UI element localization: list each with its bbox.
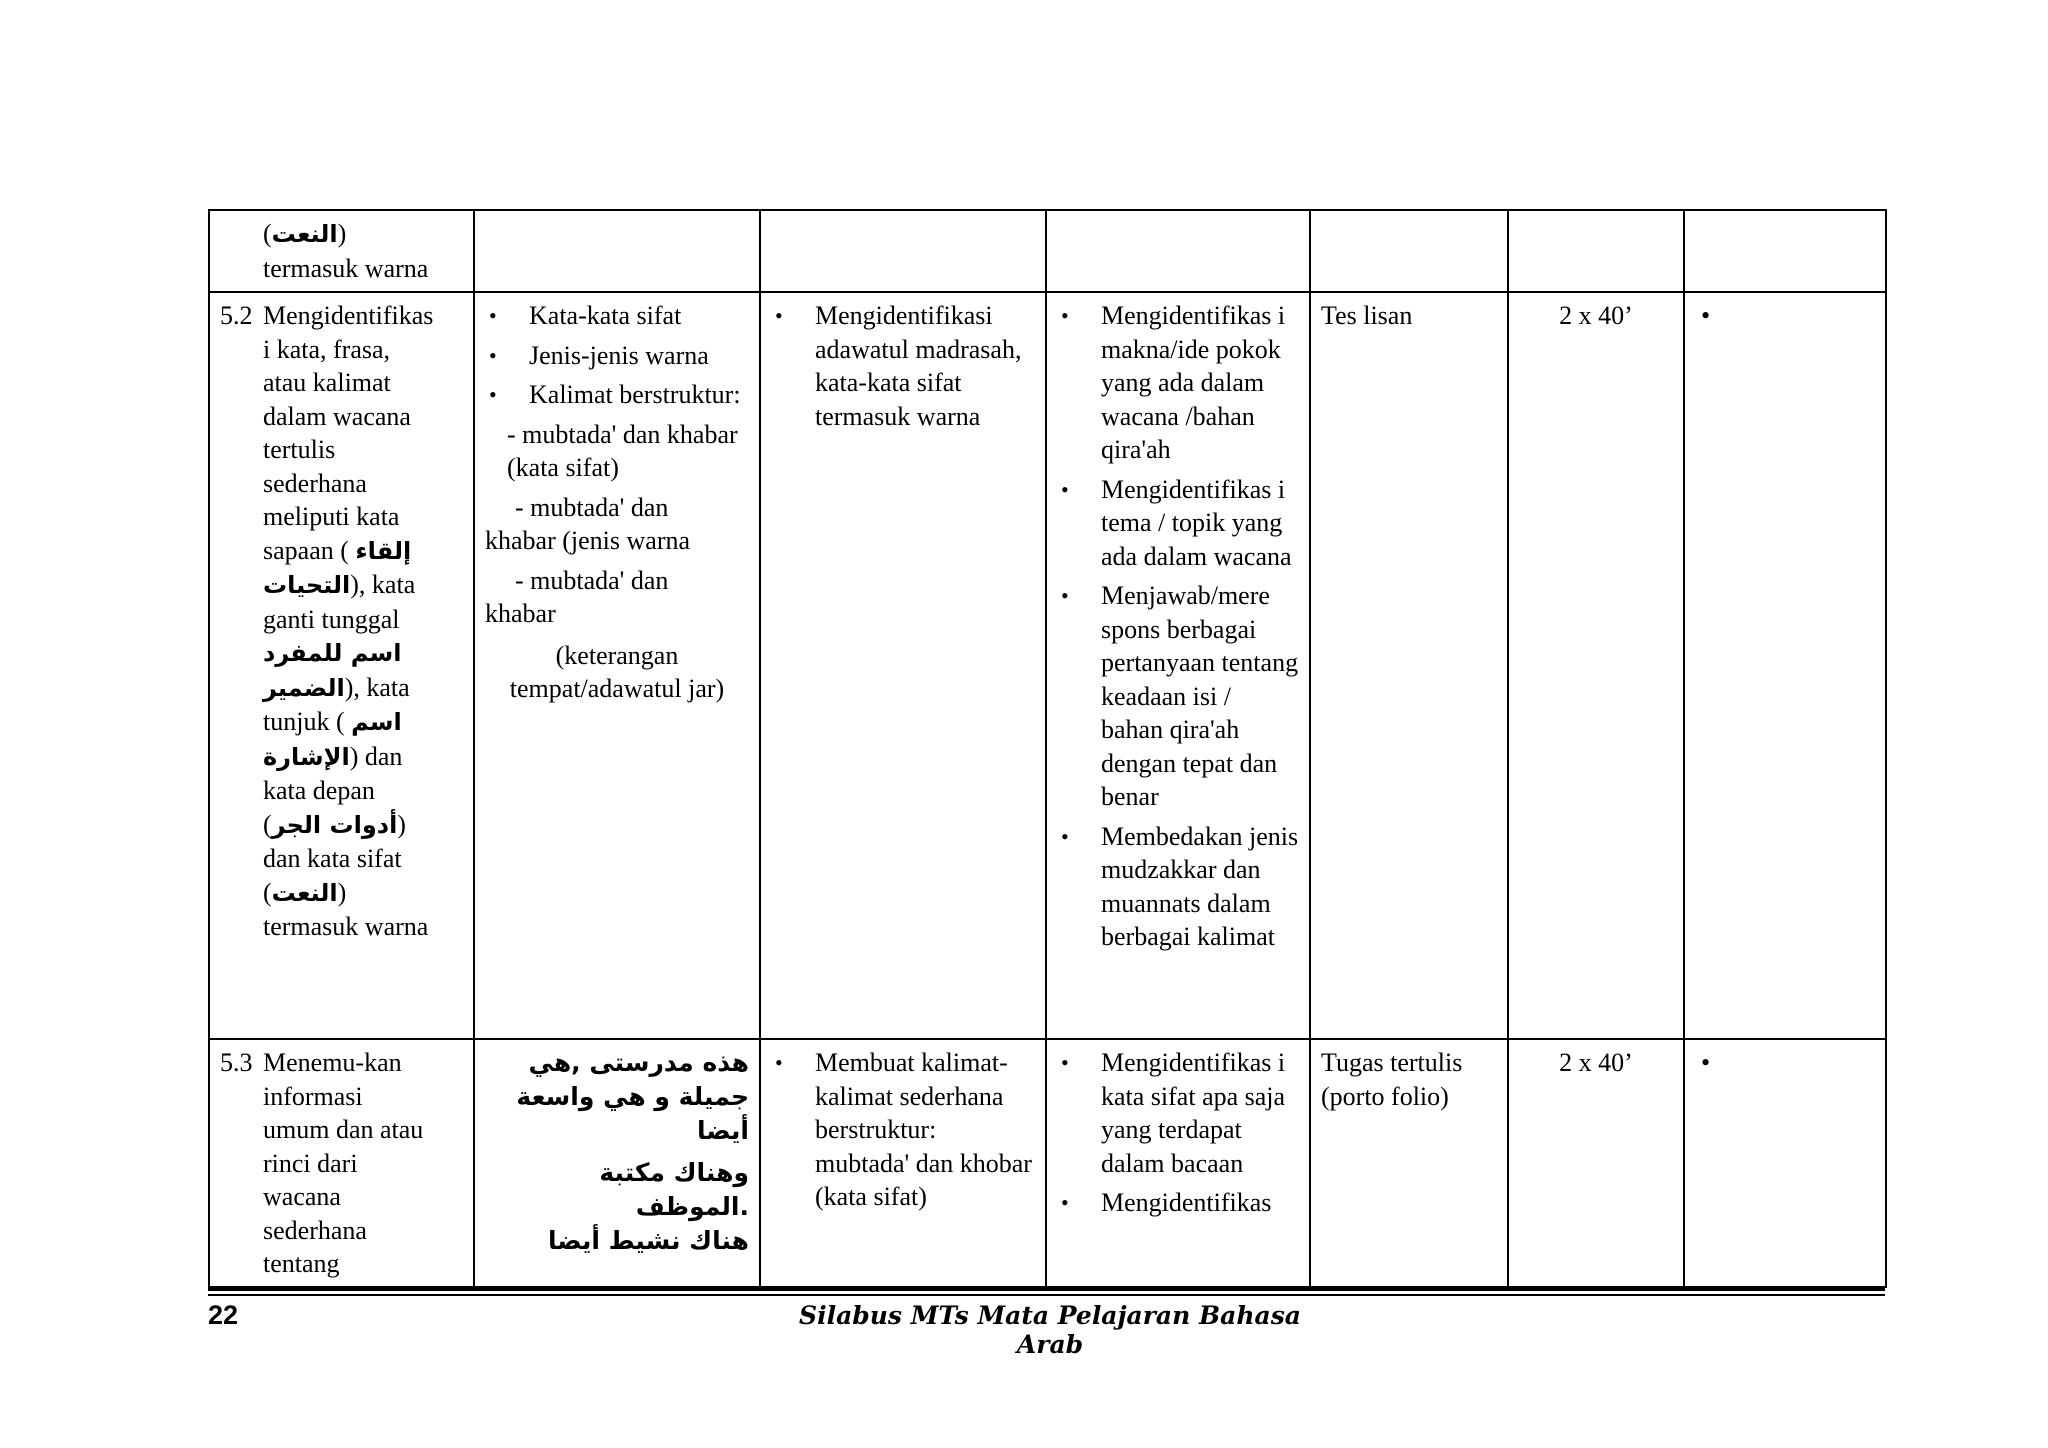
kd-line bbox=[263, 910, 463, 944]
kd-line bbox=[263, 400, 463, 434]
penilaian-text: Tes lisan bbox=[1321, 301, 1413, 330]
kd-text-segment: ) dan bbox=[349, 741, 403, 771]
kd-text-segment: meliputi kata bbox=[263, 502, 400, 531]
table-row bbox=[209, 210, 1886, 292]
list-item: • Mengidentifikas bbox=[1057, 1186, 1299, 1220]
kd-text-segment: sederhana bbox=[263, 468, 367, 498]
kompetensi-dasar-cell: (النعت) termasuk warna bbox=[209, 210, 474, 292]
sumber-cell bbox=[1684, 292, 1886, 1039]
kd-text-segment: ), kata bbox=[350, 570, 416, 599]
sumber-bullet: • bbox=[1701, 1048, 1711, 1077]
waktu-text: 2 x 40’ bbox=[1559, 1048, 1633, 1077]
kd-line: umum dan atau bbox=[263, 1115, 424, 1144]
arabic-term: النعت bbox=[271, 878, 338, 907]
penilaian-cell bbox=[1310, 1039, 1508, 1287]
list-item: • Membedakan jenis mudzakkar dan muannats dalam berbagai kalimat bbox=[1057, 820, 1299, 954]
sumber-bullet: • bbox=[1701, 301, 1711, 330]
list-item: • Mengidentifikas i kata sifat apa saja yang terdapat dalam bacaan bbox=[1057, 1046, 1299, 1180]
kd-line bbox=[263, 740, 463, 775]
kd-line bbox=[263, 842, 463, 876]
kd-line: Menemu-kan bbox=[263, 1048, 402, 1077]
waktu-cell bbox=[1508, 292, 1684, 1039]
arabic-line: أيضا bbox=[697, 1116, 749, 1145]
materi-list bbox=[485, 299, 749, 412]
arabic-term: اسم bbox=[351, 708, 402, 736]
kompetensi-dasar-cell bbox=[209, 1039, 474, 1287]
kegiatan-cell bbox=[760, 1039, 1046, 1287]
table-row bbox=[209, 1039, 1886, 1287]
kd-line bbox=[263, 366, 463, 400]
kd-line: sederhana bbox=[263, 1215, 367, 1245]
arabic-term: التحيات bbox=[263, 571, 351, 599]
materi-sub-line: khabar bbox=[485, 599, 556, 628]
kd-line bbox=[263, 433, 463, 467]
kd-text-segment: sapaan ( bbox=[263, 535, 356, 565]
list-item: • Menjawab/mere spons berbagai pertanyaan tentang keadaan isi / bahan qira'ah dengan tepat dan benar bbox=[1057, 579, 1299, 814]
kegiatan-cell bbox=[760, 210, 1046, 292]
kd-line bbox=[263, 774, 463, 808]
materi-cell bbox=[474, 210, 760, 292]
kd-line bbox=[263, 636, 463, 671]
penilaian-text: Tugas tertulis (porto folio) bbox=[1321, 1048, 1463, 1111]
arabic-line: هذه مدرستى ,هي bbox=[528, 1048, 749, 1077]
kd-text-segment: Mengidentifikas bbox=[263, 301, 434, 330]
sumber-cell bbox=[1684, 210, 1886, 292]
list-item: • Mengidentifikas i tema / topik yang ada dalam wacana bbox=[1057, 473, 1299, 574]
footer-rule bbox=[208, 1294, 1885, 1296]
list-item: • Membuat kalimat-kalimat sederhana berstruktur: mubtada' dan khobar (kata sifat) bbox=[771, 1046, 1035, 1214]
kompetensi-dasar-cell bbox=[209, 292, 474, 1039]
materi-sub bbox=[485, 418, 749, 706]
kd-text-segment: atau kalimat bbox=[263, 368, 391, 397]
arabic-line: وهناك مكتبة .الموظف bbox=[599, 1158, 749, 1221]
kd-text-segment: i kata, frasa, bbox=[263, 334, 391, 364]
indikator-cell bbox=[1046, 210, 1310, 292]
kd-line bbox=[263, 603, 463, 637]
kd-line bbox=[263, 500, 463, 534]
waktu-cell bbox=[1508, 1039, 1684, 1287]
list-item: • Kata-kata sifat bbox=[485, 299, 749, 333]
arabic-term: اسم للمفرد bbox=[263, 639, 402, 667]
arabic-term: النعت bbox=[271, 220, 338, 248]
kd-line: wacana bbox=[263, 1182, 341, 1211]
indikator-list bbox=[1057, 1046, 1299, 1220]
kd-line bbox=[263, 467, 463, 501]
list-item: • Kalimat berstruktur: bbox=[485, 378, 749, 412]
kd-line: rinci dari bbox=[263, 1148, 358, 1178]
materi-cell bbox=[474, 292, 760, 1039]
waktu-text: 2 x 40’ bbox=[1559, 301, 1633, 330]
kd-line: tentang bbox=[263, 1249, 340, 1278]
kd-text-segment: dan kata sifat bbox=[263, 844, 402, 873]
page-number: 22 bbox=[208, 1300, 239, 1330]
kd-text-segment: ), kata bbox=[344, 672, 410, 702]
table-row bbox=[209, 292, 1886, 1039]
kd-text-segment: ganti tunggal bbox=[263, 604, 400, 634]
arabic-line: جميلة و هي واسعة bbox=[516, 1082, 749, 1111]
footer-rule bbox=[208, 1287, 1885, 1291]
arabic-term: أدوات الجر bbox=[271, 810, 398, 839]
kegiatan-list bbox=[771, 299, 1035, 433]
kd-text bbox=[263, 1046, 463, 1281]
penilaian-cell bbox=[1310, 210, 1508, 292]
kd-line bbox=[263, 568, 463, 603]
list-item: • Jenis-jenis warna bbox=[485, 339, 749, 373]
indikator-list bbox=[1057, 299, 1299, 954]
kd-number: 5.2 bbox=[220, 301, 253, 330]
kegiatan-cell bbox=[760, 292, 1046, 1039]
materi-sub-line: (keterangan bbox=[555, 640, 679, 670]
list-item: • Mengidentifikas i makna/ide pokok yang ada dalam wacana /bahan qira'ah bbox=[1057, 299, 1299, 467]
kd-text-segment: tunjuk ( bbox=[263, 707, 352, 736]
kd-text bbox=[263, 299, 463, 944]
list-item: • Mengidentifikasi adawatul madrasah, kata-kata sifat termasuk warna bbox=[771, 299, 1035, 433]
kd-line: informasi bbox=[263, 1081, 363, 1111]
syllabus-table bbox=[208, 209, 1887, 1288]
kegiatan-list bbox=[771, 1046, 1035, 1214]
penilaian-cell bbox=[1310, 292, 1508, 1039]
kd-line bbox=[263, 299, 463, 333]
kd-line bbox=[263, 333, 463, 367]
materi-sub-line: - mubtada' dan khabar (kata sifat) bbox=[507, 419, 738, 482]
materi-cell bbox=[474, 1039, 760, 1287]
kd-number: 5.3 bbox=[220, 1048, 253, 1077]
sumber-cell bbox=[1684, 1039, 1886, 1287]
kd-line: (أدوات الجر) bbox=[263, 809, 406, 839]
arabic-term: الضمير bbox=[263, 673, 345, 702]
arabic-term: الإشارة bbox=[263, 742, 350, 771]
kd-text-segment: dalam wacana bbox=[263, 401, 411, 431]
materi-arabic bbox=[485, 1046, 749, 1258]
arabic-line: هناك نشيط أيضا bbox=[547, 1226, 749, 1255]
materi-sub-line: - mubtada' dan bbox=[515, 565, 669, 595]
indikator-cell bbox=[1046, 1039, 1310, 1287]
kd-line bbox=[263, 534, 463, 569]
kd-text: termasuk warna bbox=[263, 253, 429, 283]
arabic-term: إلقاء bbox=[355, 536, 412, 565]
kd-line bbox=[263, 705, 463, 740]
waktu-cell bbox=[1508, 210, 1684, 292]
footer-title: Silabus MTs Mata Pelajaran Bahasa Arab bbox=[799, 1301, 1301, 1359]
kd-text-segment: tertulis bbox=[263, 435, 336, 464]
kd-text-segment: termasuk warna bbox=[263, 912, 429, 941]
materi-sub-line: - mubtada' dan bbox=[515, 492, 669, 522]
indikator-cell bbox=[1046, 292, 1310, 1039]
materi-sub-line: khabar (jenis warna bbox=[485, 526, 691, 555]
kd-text-segment: kata depan bbox=[263, 776, 375, 805]
kd-line: (النعت) bbox=[263, 877, 347, 907]
kd-line bbox=[263, 671, 463, 706]
materi-sub-line: tempat/adawatul jar) bbox=[509, 674, 725, 703]
